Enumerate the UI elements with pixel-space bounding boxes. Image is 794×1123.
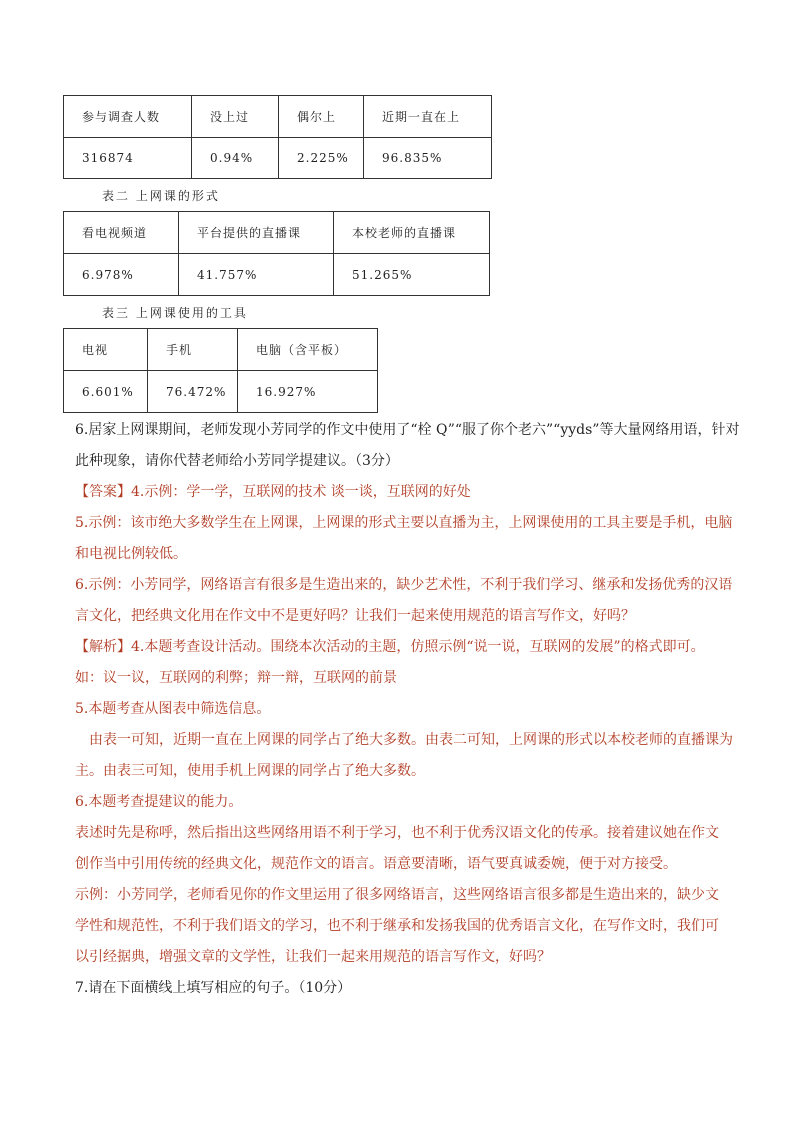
table-cell: 0.94% xyxy=(192,138,279,179)
answer-4 xyxy=(75,477,735,508)
class-tools-table xyxy=(63,328,378,413)
answer-5-line-1: 5.示例：该市绝大多数学生在上网课，上网课的形式主要以直播为主，上网课使用的工具主要是手机，电脑 xyxy=(75,515,733,531)
table-cell: 76.472% xyxy=(148,371,238,413)
answer-5-line-2: 和电视比例较低。 xyxy=(75,546,187,562)
table-cell: 51.265% xyxy=(334,254,490,296)
analysis-6-line-2: 创作当中引用传统的经典文化，规范作文的语言。语意要清晰，语气要真诚委婉，便于对方接受。 xyxy=(75,856,677,872)
question-6-line-2: 此种现象，请你代替老师给小芳同学提建议。（3分） xyxy=(75,453,399,469)
table-cell: 96.835% xyxy=(364,138,492,179)
table-cell: 316874 xyxy=(64,138,192,179)
table-header-cell: 近期一直在上 xyxy=(364,96,492,138)
table-header-cell: 参与调查人数 xyxy=(64,96,192,138)
analysis-6-example-line-3: 以引经据典，增强文章的文学性，让我们一起来用规范的语言写作文，好吗？ xyxy=(75,949,551,965)
table-cell: 2.225% xyxy=(279,138,364,179)
table-row xyxy=(64,138,492,179)
analysis-6-example-line-2: 学性和规范性，不利于我们语文的学习，也不利于继承和发扬我国的优秀语言文化，在写作文时，我们可 xyxy=(75,918,719,934)
analysis-tag: 【解析】 xyxy=(75,639,131,655)
answer-4-text: 4.示例：学一学，互联网的技术 谈一谈，互联网的好处 xyxy=(131,484,471,500)
table-header-cell: 没上过 xyxy=(192,96,279,138)
survey-participation-table xyxy=(63,95,492,179)
answer-6-line-1: 6.示例：小芳同学，网络语言有很多是生造出来的，缺少艺术性，不利于我们学习、继承和发扬优秀的汉语 xyxy=(75,577,733,593)
question-answer-body xyxy=(75,415,740,1004)
question-6-line-1: 6.居家上网课期间，老师发现小芳同学的作文中使用了“栓 Q”“服了你个老六”“yyds”等大量网络用语，针对 xyxy=(75,422,740,438)
table-header-cell: 本校老师的直播课 xyxy=(334,212,490,254)
analysis-4-example: 如：议一议，互联网的利弊；辩一辩，互联网的前景 xyxy=(75,670,397,686)
table3-caption: 表三 上网课使用的工具 xyxy=(102,306,248,320)
analysis-5-line-1: 由表一可知，近期一直在上网课的同学占了绝大多数。由表二可知，上网课的形式以本校老师的直播课为 xyxy=(89,732,733,748)
table-header-cell: 电脑（含平板） xyxy=(238,329,378,371)
table-row xyxy=(64,254,490,296)
table-header-cell: 平台提供的直播课 xyxy=(179,212,334,254)
analysis-5-line-2: 主。由表三可知，使用手机上网课的同学占了绝大多数。 xyxy=(75,763,425,779)
table-header-cell: 偶尔上 xyxy=(279,96,364,138)
table-row xyxy=(64,371,378,413)
answer-6-line-2: 言文化，把经典文化用在作文中不是更好吗？让我们一起来使用规范的语言写作文，好吗？ xyxy=(75,608,635,624)
analysis-5-title: 5.本题考查从图表中筛选信息。 xyxy=(75,701,271,717)
table-header-cell: 手机 xyxy=(148,329,238,371)
table-cell: 16.927% xyxy=(238,371,378,413)
table-header-row xyxy=(64,329,378,371)
class-format-table xyxy=(63,211,490,296)
table-cell: 6.601% xyxy=(64,371,148,413)
question-7: 7.请在下面横线上填写相应的句子。（10分） xyxy=(75,980,352,996)
table-cell: 41.757% xyxy=(179,254,334,296)
table-header-row xyxy=(64,96,492,138)
analysis-6-line-1: 表述时先是称呼，然后指出这些网络用语不利于学习，也不利于优秀汉语文化的传承。接着建议她在作文 xyxy=(75,825,719,841)
analysis-4-text: 4.本题考查设计活动。围绕本次活动的主题，仿照示例“说一说，互联网的发展”的格式即可。 xyxy=(131,639,705,655)
analysis-4 xyxy=(75,632,735,663)
table-header-cell: 电视 xyxy=(64,329,148,371)
analysis-6-example-line-1: 示例：小芳同学，老师看见你的作文里运用了很多网络语言，这些网络语言很多都是生造出来的，缺少文 xyxy=(75,887,719,903)
table-header-cell: 看电视频道 xyxy=(64,212,179,254)
table2-caption: 表二 上网课的形式 xyxy=(102,189,220,203)
table-cell: 6.978% xyxy=(64,254,179,296)
table-header-row xyxy=(64,212,490,254)
answer-tag: 【答案】 xyxy=(75,484,131,500)
analysis-6-title: 6.本题考查提建议的能力。 xyxy=(75,794,243,810)
